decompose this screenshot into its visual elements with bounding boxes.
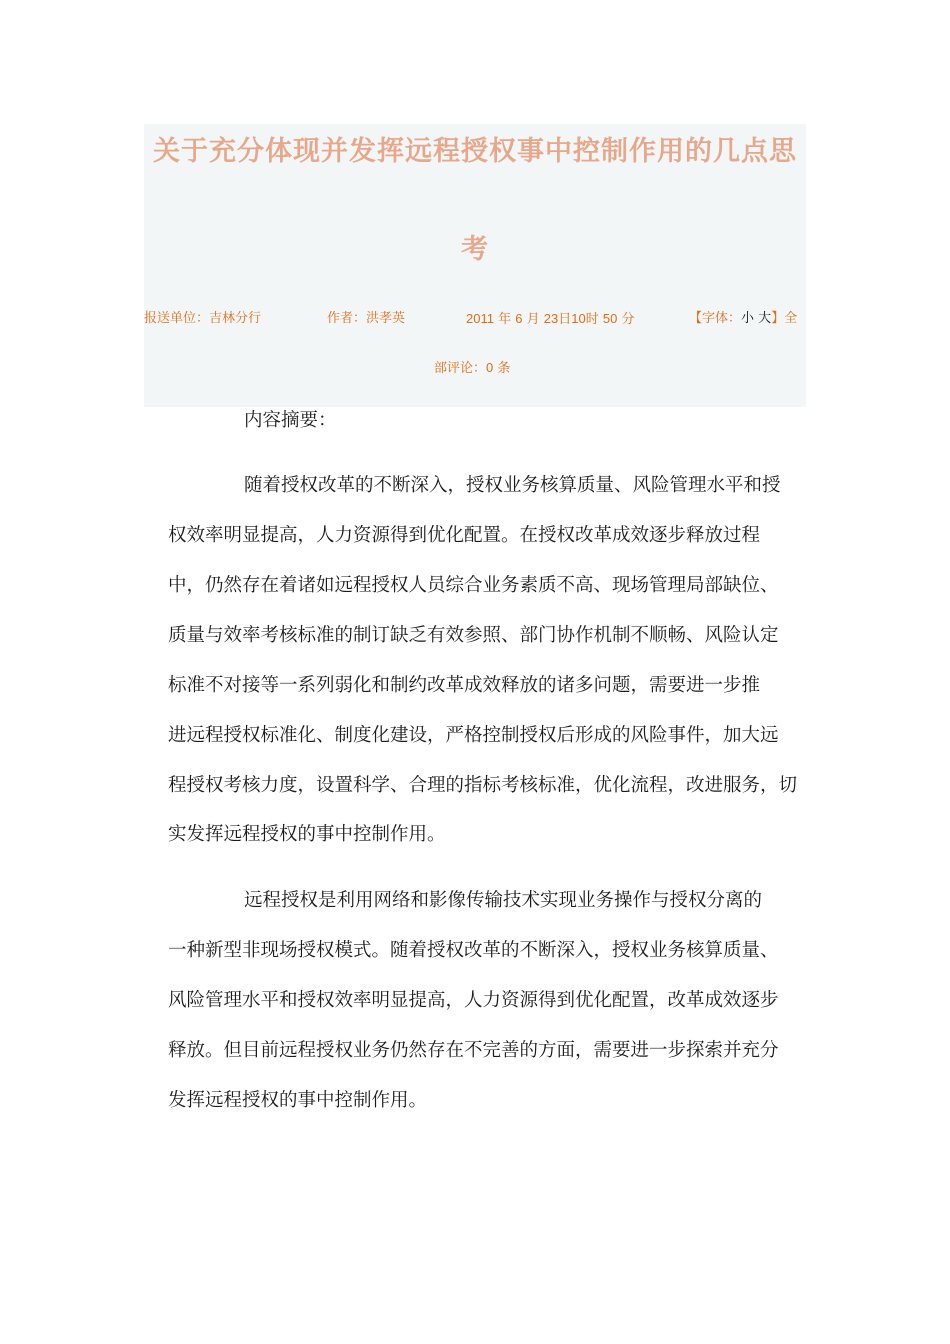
- paragraph-1-line: 进远程授权标准化、制度化建设，严格控制授权后形成的风险事件，加大远: [168, 725, 779, 746]
- date-minute: 50: [602, 311, 618, 326]
- date-hour: 10: [571, 311, 586, 326]
- comments-count: 0: [486, 360, 494, 375]
- date-minute-unit: 分: [621, 312, 635, 327]
- paragraph-2-line: 一种新型非现场授权模式。随着授权改革的不断深入，授权业务核算质量、: [168, 940, 779, 961]
- all-comments-link-part2[interactable]: 部评论：: [434, 361, 487, 376]
- author: 作者：洪孝英: [327, 311, 406, 326]
- paragraph-1-line: 实发挥远程授权的事中控制作用。: [168, 824, 446, 845]
- paragraph-2-line: 发挥远程授权的事中控制作用。: [168, 1090, 428, 1111]
- publish-date: [466, 310, 635, 329]
- font-size-close: 】: [771, 311, 785, 326]
- abstract-label: 内容摘要：: [244, 410, 337, 431]
- paragraph-1-line: 标准不对接等一系列弱化和制约改革成效释放的诸多问题，需要进一步推: [168, 675, 761, 696]
- font-size-control: [689, 310, 797, 328]
- paragraph-2-line: 远程授权是利用网络和影像传输技术实现业务操作与授权分离的: [244, 890, 763, 911]
- paragraph-1-line: 质量与效率考核标准的制订缺乏有效参照、部门协作机制不顺畅、风险认定: [168, 625, 779, 646]
- report-unit: 报送单位：吉林分行: [144, 311, 262, 326]
- comments-unit: 条: [497, 361, 511, 376]
- font-small-button[interactable]: 小: [741, 311, 755, 326]
- paragraph-1-line: 中，仍然存在着诸如远程授权人员综合业务素质不高、现场管理局部缺位、: [168, 575, 779, 596]
- article-title-line-1: 关于充分体现并发挥远程授权事中控制作用的几点思: [153, 136, 797, 167]
- font-large-button[interactable]: 大: [758, 311, 772, 326]
- paragraph-1-line: 权效率明显提高，人力资源得到优化配置。在授权改革成效逐步释放过程: [168, 525, 761, 546]
- date-month: 6: [515, 311, 523, 326]
- paragraph-2-line: 释放。但目前远程授权业务仍然存在不完善的方面，需要进一步探索并充分: [168, 1040, 779, 1061]
- date-year-unit: 年: [498, 312, 512, 327]
- paragraph-2-line: 风险管理水平和授权效率明显提高，人力资源得到优化配置，改革成效逐步: [168, 990, 779, 1011]
- font-size-open: 【字体：: [689, 311, 742, 326]
- article-title-line-2: 考: [461, 234, 489, 265]
- all-comments-link-part1[interactable]: 全: [784, 311, 798, 326]
- paragraph-1-line: 程授权考核力度，设置科学、合理的指标考核标准，优化流程，改进服务，切: [168, 775, 798, 796]
- paragraph-1-line: 随着授权改革的不断深入，授权业务核算质量、风险管理水平和授: [244, 475, 781, 496]
- date-day: 23: [543, 311, 559, 326]
- date-month-unit: 月: [526, 312, 540, 327]
- date-day-unit: 日: [558, 312, 572, 327]
- date-hour-unit: 时: [585, 312, 599, 327]
- all-comments[interactable]: [434, 359, 510, 378]
- date-year: 2011: [466, 311, 494, 326]
